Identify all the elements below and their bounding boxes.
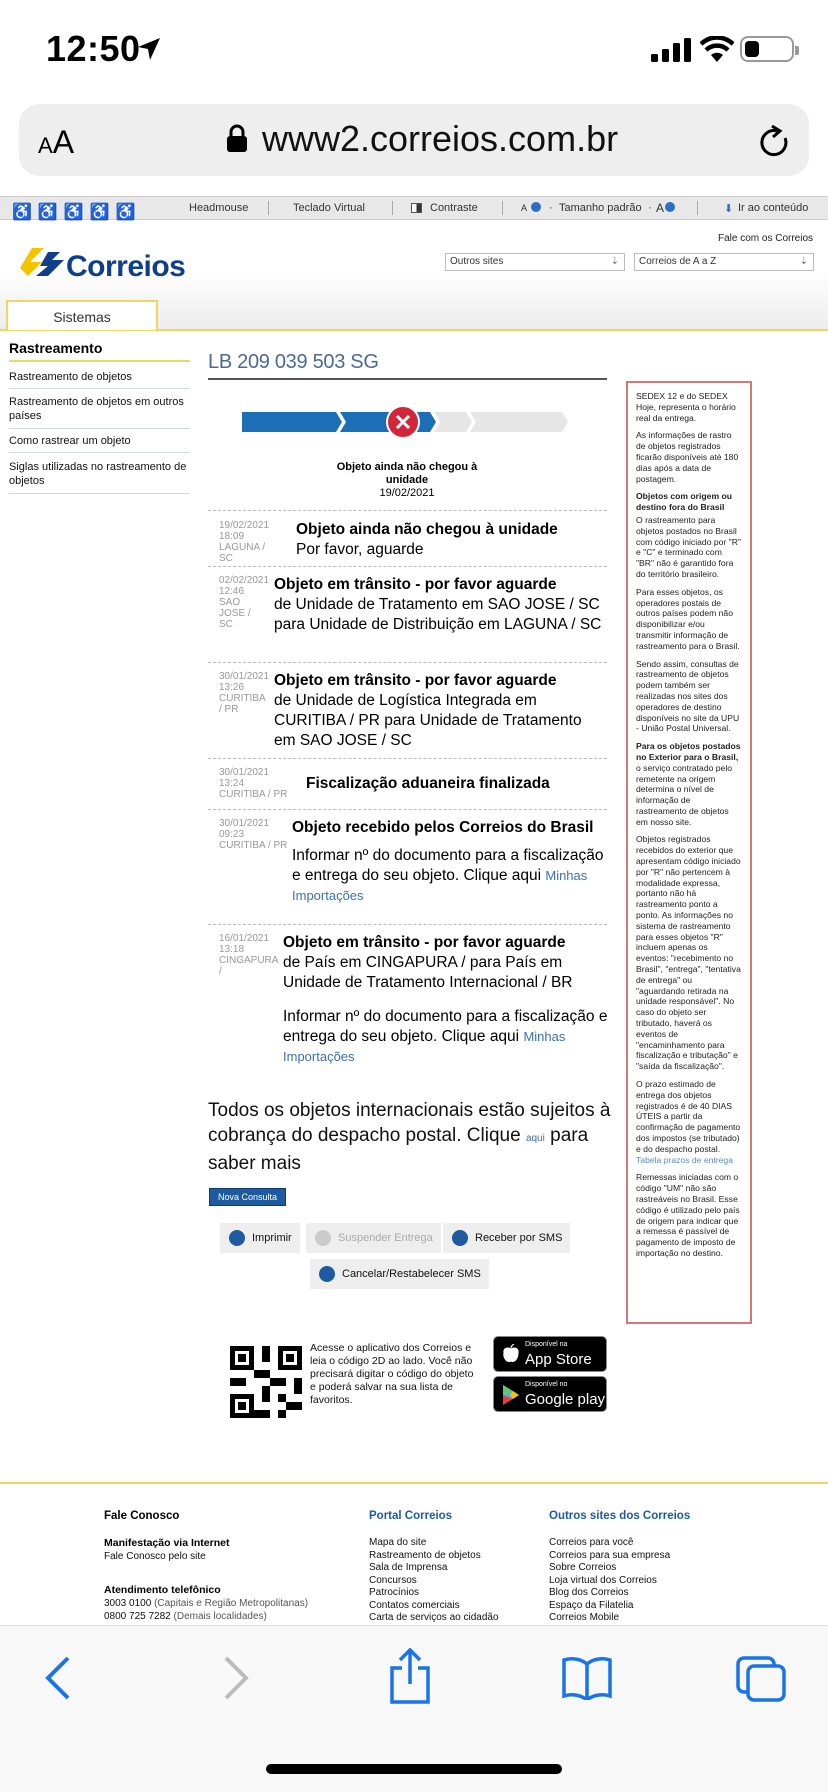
- sidebar-item-outros-paises[interactable]: Rastreamento de objetos em outros países: [9, 396, 184, 422]
- divider: [268, 201, 269, 215]
- reader-options-button[interactable]: AA: [38, 124, 75, 160]
- accessibility-bar: [0, 196, 828, 220]
- google-play-button[interactable]: Disponível no Google play: [493, 1376, 607, 1412]
- footer-link[interactable]: Sobre Correios: [549, 1562, 617, 1573]
- home-indicator: [266, 1764, 562, 1774]
- footer-link[interactable]: Correios para você: [549, 1537, 634, 1548]
- info-text: O rastreamento para objetos postados no Brasil com código iniciado por "R" e "C" e terminado com "BR" não é garantido fora do território brasileiro.: [636, 514, 741, 579]
- tracking-code: LB 209 039 503 SG: [208, 351, 379, 373]
- suspender-entrega-button[interactable]: Suspender Entrega: [306, 1223, 441, 1253]
- shield-icon: ⬇: [724, 203, 734, 215]
- google-play-icon: [503, 1385, 519, 1405]
- nova-consulta-button[interactable]: Nova Consulta: [209, 1188, 286, 1206]
- divider: [208, 809, 607, 810]
- event-title: Fiscalização aduaneira finalizada: [306, 775, 550, 792]
- bookmarks-icon[interactable]: [562, 1656, 612, 1700]
- fale-conosco-site-link[interactable]: Fale Conosco pelo site: [104, 1551, 206, 1562]
- back-icon[interactable]: [44, 1656, 72, 1700]
- apple-icon: [502, 1344, 520, 1364]
- divider: [9, 360, 190, 362]
- accessibility-figures-icon: ♿♿♿♿♿: [12, 204, 142, 221]
- event-text: de Unidade de Tratamento em SAO JOSE / SC para Unidade de Distribuição em LAGUNA / SC: [274, 596, 602, 633]
- event-body: [296, 520, 606, 560]
- footer-phone-1: 3003 0100 (Capitais e Região Metropolitanas): [104, 1598, 309, 1609]
- battery-icon: [740, 36, 794, 62]
- divider: [208, 924, 607, 925]
- progress-step-4: [470, 412, 568, 432]
- decrease-font-icon[interactable]: [531, 202, 541, 212]
- headmouse-link[interactable]: Headmouse: [189, 202, 249, 214]
- increase-font-icon[interactable]: [665, 202, 675, 212]
- event-text: Informar nº do documento para a fiscalização e entrega do seu objeto. Clique aqui Minhas Importações: [283, 1008, 608, 1064]
- event-text: Informar nº do documento para a fiscalização e entrega do seu objeto. Clique aqui Minhas Importações: [292, 847, 604, 903]
- progress-status: [327, 461, 487, 500]
- divider: [697, 201, 698, 215]
- divider: [9, 452, 190, 453]
- event-title: Objeto recebido pelos Correios do Brasil: [292, 819, 594, 836]
- outros-sites-select[interactable]: [445, 253, 625, 271]
- divider-dot: ·: [648, 202, 652, 214]
- printer-icon: [229, 1230, 245, 1246]
- event-title: Objeto em trânsito - por favor aguarde: [274, 672, 557, 689]
- outros-sites-value: Outros sites: [450, 256, 504, 267]
- info-heading: Objetos com origem ou destino fora do Brasil: [636, 491, 732, 513]
- footer-manifestacao-title: Manifestação via Internet: [104, 1537, 230, 1549]
- info-text: O prazo estimado de entrega dos objetos registrados é de 40 DIAS ÚTEIS a partir da confirmação de pagamento dos impostos (se tributado) e do despacho postal. Tabela prazos de entrega: [636, 1079, 741, 1165]
- info-text: As informações de rastro de objetos registrados ficarão disponíveis até 180 dias após a data de postagem.: [636, 430, 739, 484]
- receber-sms-button[interactable]: Receber por SMS: [443, 1223, 570, 1253]
- increase-font-label[interactable]: A: [656, 201, 665, 215]
- wifi-icon: [700, 36, 734, 62]
- event-date: 30/01/2021 13:24 CURITIBA / PR: [219, 767, 288, 800]
- divider: [9, 428, 190, 429]
- info-text: Objetos registrados recebidos do exterior que apresentam código iniciado por "R" não pertencem à modalidade expressa, portanto não há rastreamento ponto a ponto. As informações no sistema de rastreamento para esses objetos "R" incluem apenas os eventos: "recebimento no Brasil", "entrega", "tentativa de entrega" ou "aguardando retirada na unidade responsável". No caso do objeto ser tributado, haverá os eventos de "encaminhamento para fiscalização e tributação" e "saída da fiscalização".: [636, 834, 741, 1072]
- aqui-link[interactable]: aqui: [525, 1133, 545, 1144]
- footer-divider: [0, 1482, 828, 1484]
- divider: [208, 662, 607, 663]
- phone-icon: [319, 1266, 335, 1282]
- chevron-down-icon: ⇣: [799, 256, 808, 267]
- event-body: [292, 818, 608, 906]
- teclado-virtual-link[interactable]: Teclado Virtual: [293, 202, 365, 214]
- event-date: 19/02/2021 18:09 LAGUNA / SC: [219, 520, 270, 564]
- status-time: 12:50: [46, 28, 141, 69]
- info-text: Para os objetos postados no Exterior para o Brasil, o serviço contratado pelo remetente na origem determina o nível de informação de rastreamento de objetos em nosso site.: [636, 741, 741, 827]
- ir-ao-conteudo-link[interactable]: Ir ao conteúdo: [738, 202, 809, 214]
- event-text: de Unidade de Logística Integrada em CURITIBA / PR para Unidade de Tratamento em SAO JOSE / SC: [274, 692, 582, 749]
- event-title: Objeto ainda não chegou à unidade: [296, 521, 558, 538]
- divider: [208, 758, 607, 759]
- qr-code-icon: [230, 1346, 302, 1418]
- footer-link[interactable]: Concursos: [369, 1575, 417, 1586]
- footer-atendimento-title: Atendimento telefônico: [104, 1584, 221, 1596]
- progress-status-date: 19/02/2021: [379, 487, 435, 499]
- progress-status-title: Objeto ainda não chegou à unidade: [336, 461, 478, 486]
- footer-link[interactable]: Correios Mobile: [549, 1612, 620, 1623]
- cancelar-sms-button[interactable]: Cancelar/Restabelecer SMS: [310, 1259, 489, 1289]
- tabs-icon[interactable]: [736, 1656, 786, 1702]
- info-box: [626, 381, 752, 1324]
- info-text: SEDEX 12 e do SEDEX Hoje, representa o horário real da entrega.: [636, 391, 736, 423]
- sidebar-item-rastreamento[interactable]: Rastreamento de objetos: [9, 371, 132, 383]
- lock-icon: [227, 124, 247, 152]
- sidebar-item-siglas[interactable]: Siglas utilizadas no rastreamento de objetos: [9, 461, 187, 487]
- reload-icon[interactable]: [757, 124, 791, 160]
- footer-link[interactable]: Rastreamento de objetos: [369, 1550, 481, 1561]
- progress-tracker: [240, 405, 570, 439]
- progress-step-1: [242, 412, 342, 432]
- minhas-importacoes-link[interactable]: Minhas Importações: [292, 868, 588, 903]
- correios-a-z-value: Correios de A a Z: [639, 256, 717, 267]
- footer-link[interactable]: Loja virtual dos Correios: [549, 1575, 657, 1586]
- event-text: de País em CINGAPURA / para País em Unidade de Tratamento Internacional / BR: [283, 954, 573, 991]
- event-body: [306, 774, 606, 794]
- footer-outros-title: Outros sites dos Correios: [549, 1510, 691, 1522]
- tabela-prazos-link[interactable]: Tabela prazos de entrega: [636, 1154, 733, 1165]
- event-body: [274, 575, 610, 635]
- info-text: Sendo assim, consultas de rastreamento de objetos podem também ser realizadas nos sites dos operadores de destino disponíveis no site da UPU - União Postal Universal.: [636, 658, 740, 734]
- event-date: 16/01/2021 13:18 CINGAPURA /: [219, 933, 278, 977]
- event-title: Objeto em trânsito - por favor aguarde: [283, 934, 566, 951]
- correios-a-z-select[interactable]: [634, 253, 814, 271]
- footer-portal-title: Portal Correios: [369, 1510, 453, 1522]
- signal-icon: [651, 38, 691, 62]
- divider: [9, 493, 190, 494]
- tab-sistemas[interactable]: Sistemas: [6, 300, 158, 330]
- footer-link[interactable]: Carta de serviços ao cidadão: [369, 1612, 499, 1623]
- event-text: Por favor, aguarde: [296, 541, 424, 558]
- info-text: Para esses objetos, os operadores postais de outros países podem não disponibilizar e/ou transmitir informação de rastreamento para o Brasil.: [636, 586, 740, 651]
- despacho-postal-note: Todos os objetos internacionais estão sujeitos à cobrança do despacho postal. Clique aqui para saber mais: [208, 1100, 611, 1174]
- event-date: 30/01/2021 13:26 CURITIBA / PR: [219, 671, 270, 715]
- phone-icon: [452, 1230, 468, 1246]
- footer-fale-title: Fale Conosco: [104, 1510, 180, 1522]
- divider-dot: ·: [549, 202, 553, 214]
- event-body: [283, 933, 608, 1067]
- correios-logo-text[interactable]: Correios: [66, 250, 186, 283]
- footer-phone-2: 0800 725 7282 (Demais localidades): [104, 1611, 267, 1622]
- footer-link[interactable]: Blog dos Correios: [549, 1587, 629, 1598]
- sidebar-item-como-rastrear[interactable]: Como rastrear um objeto: [9, 435, 131, 447]
- footer-link[interactable]: Mapa do site: [369, 1537, 427, 1548]
- divider: [208, 566, 607, 567]
- progress-step-3: [434, 412, 472, 432]
- forward-icon[interactable]: [222, 1656, 250, 1700]
- footer-link[interactable]: Espaço da Filatelia: [549, 1600, 634, 1611]
- decrease-font-label[interactable]: A: [521, 203, 528, 213]
- footer-link[interactable]: Patrocínios: [369, 1587, 420, 1598]
- correios-logo-icon[interactable]: [18, 246, 66, 282]
- footer-link[interactable]: Contatos comerciais: [369, 1600, 460, 1611]
- app-store-button[interactable]: Disponível na App Store: [493, 1336, 607, 1372]
- contraste-link[interactable]: Contraste: [430, 202, 478, 214]
- event-date: 30/01/2021 09:23 CURITIBA / PR: [219, 818, 288, 851]
- share-icon[interactable]: [388, 1648, 432, 1704]
- app-promo-text: Acesse o aplicativo dos Correios e leia o código 2D ao lado. Você não precisará digitar o código do objeto e poderá salvar na sua lista de favoritos.: [310, 1342, 474, 1406]
- contrast-icon: [411, 203, 422, 213]
- imprimir-button[interactable]: Imprimir: [220, 1223, 300, 1253]
- chevron-down-icon: ⇣: [610, 256, 619, 267]
- divider: [502, 201, 503, 215]
- fale-com-correios-link[interactable]: Fale com os Correios: [718, 233, 814, 244]
- event-title: Objeto em trânsito - por favor aguarde: [274, 576, 557, 593]
- divider: [208, 378, 607, 380]
- footer-link[interactable]: Correios para sua empresa: [549, 1550, 671, 1561]
- info-text: Remessas iniciadas com o código "UM" não são rastreáveis no Brasil. Esse código é utilizado pelo país de origem para indicar que a remessa é passível de pagamento de imposto de importação no destino.: [636, 1172, 740, 1258]
- tamanho-padrao-link[interactable]: Tamanho padrão: [559, 202, 642, 214]
- divider: [392, 201, 393, 215]
- sidebar-title: Rastreamento: [9, 340, 103, 356]
- divider: [208, 510, 607, 511]
- divider: [9, 388, 190, 389]
- minhas-importacoes-link[interactable]: Minhas Importações: [283, 1029, 566, 1064]
- location-arrow-icon: [136, 36, 162, 62]
- event-body: [274, 671, 604, 751]
- footer-link[interactable]: Sala de Imprensa: [369, 1562, 448, 1573]
- pause-icon: [315, 1230, 331, 1246]
- url-text[interactable]: www2.correios.com.br: [262, 118, 619, 159]
- event-date: 02/02/2021 12:46 SAO JOSE / SC: [219, 575, 270, 630]
